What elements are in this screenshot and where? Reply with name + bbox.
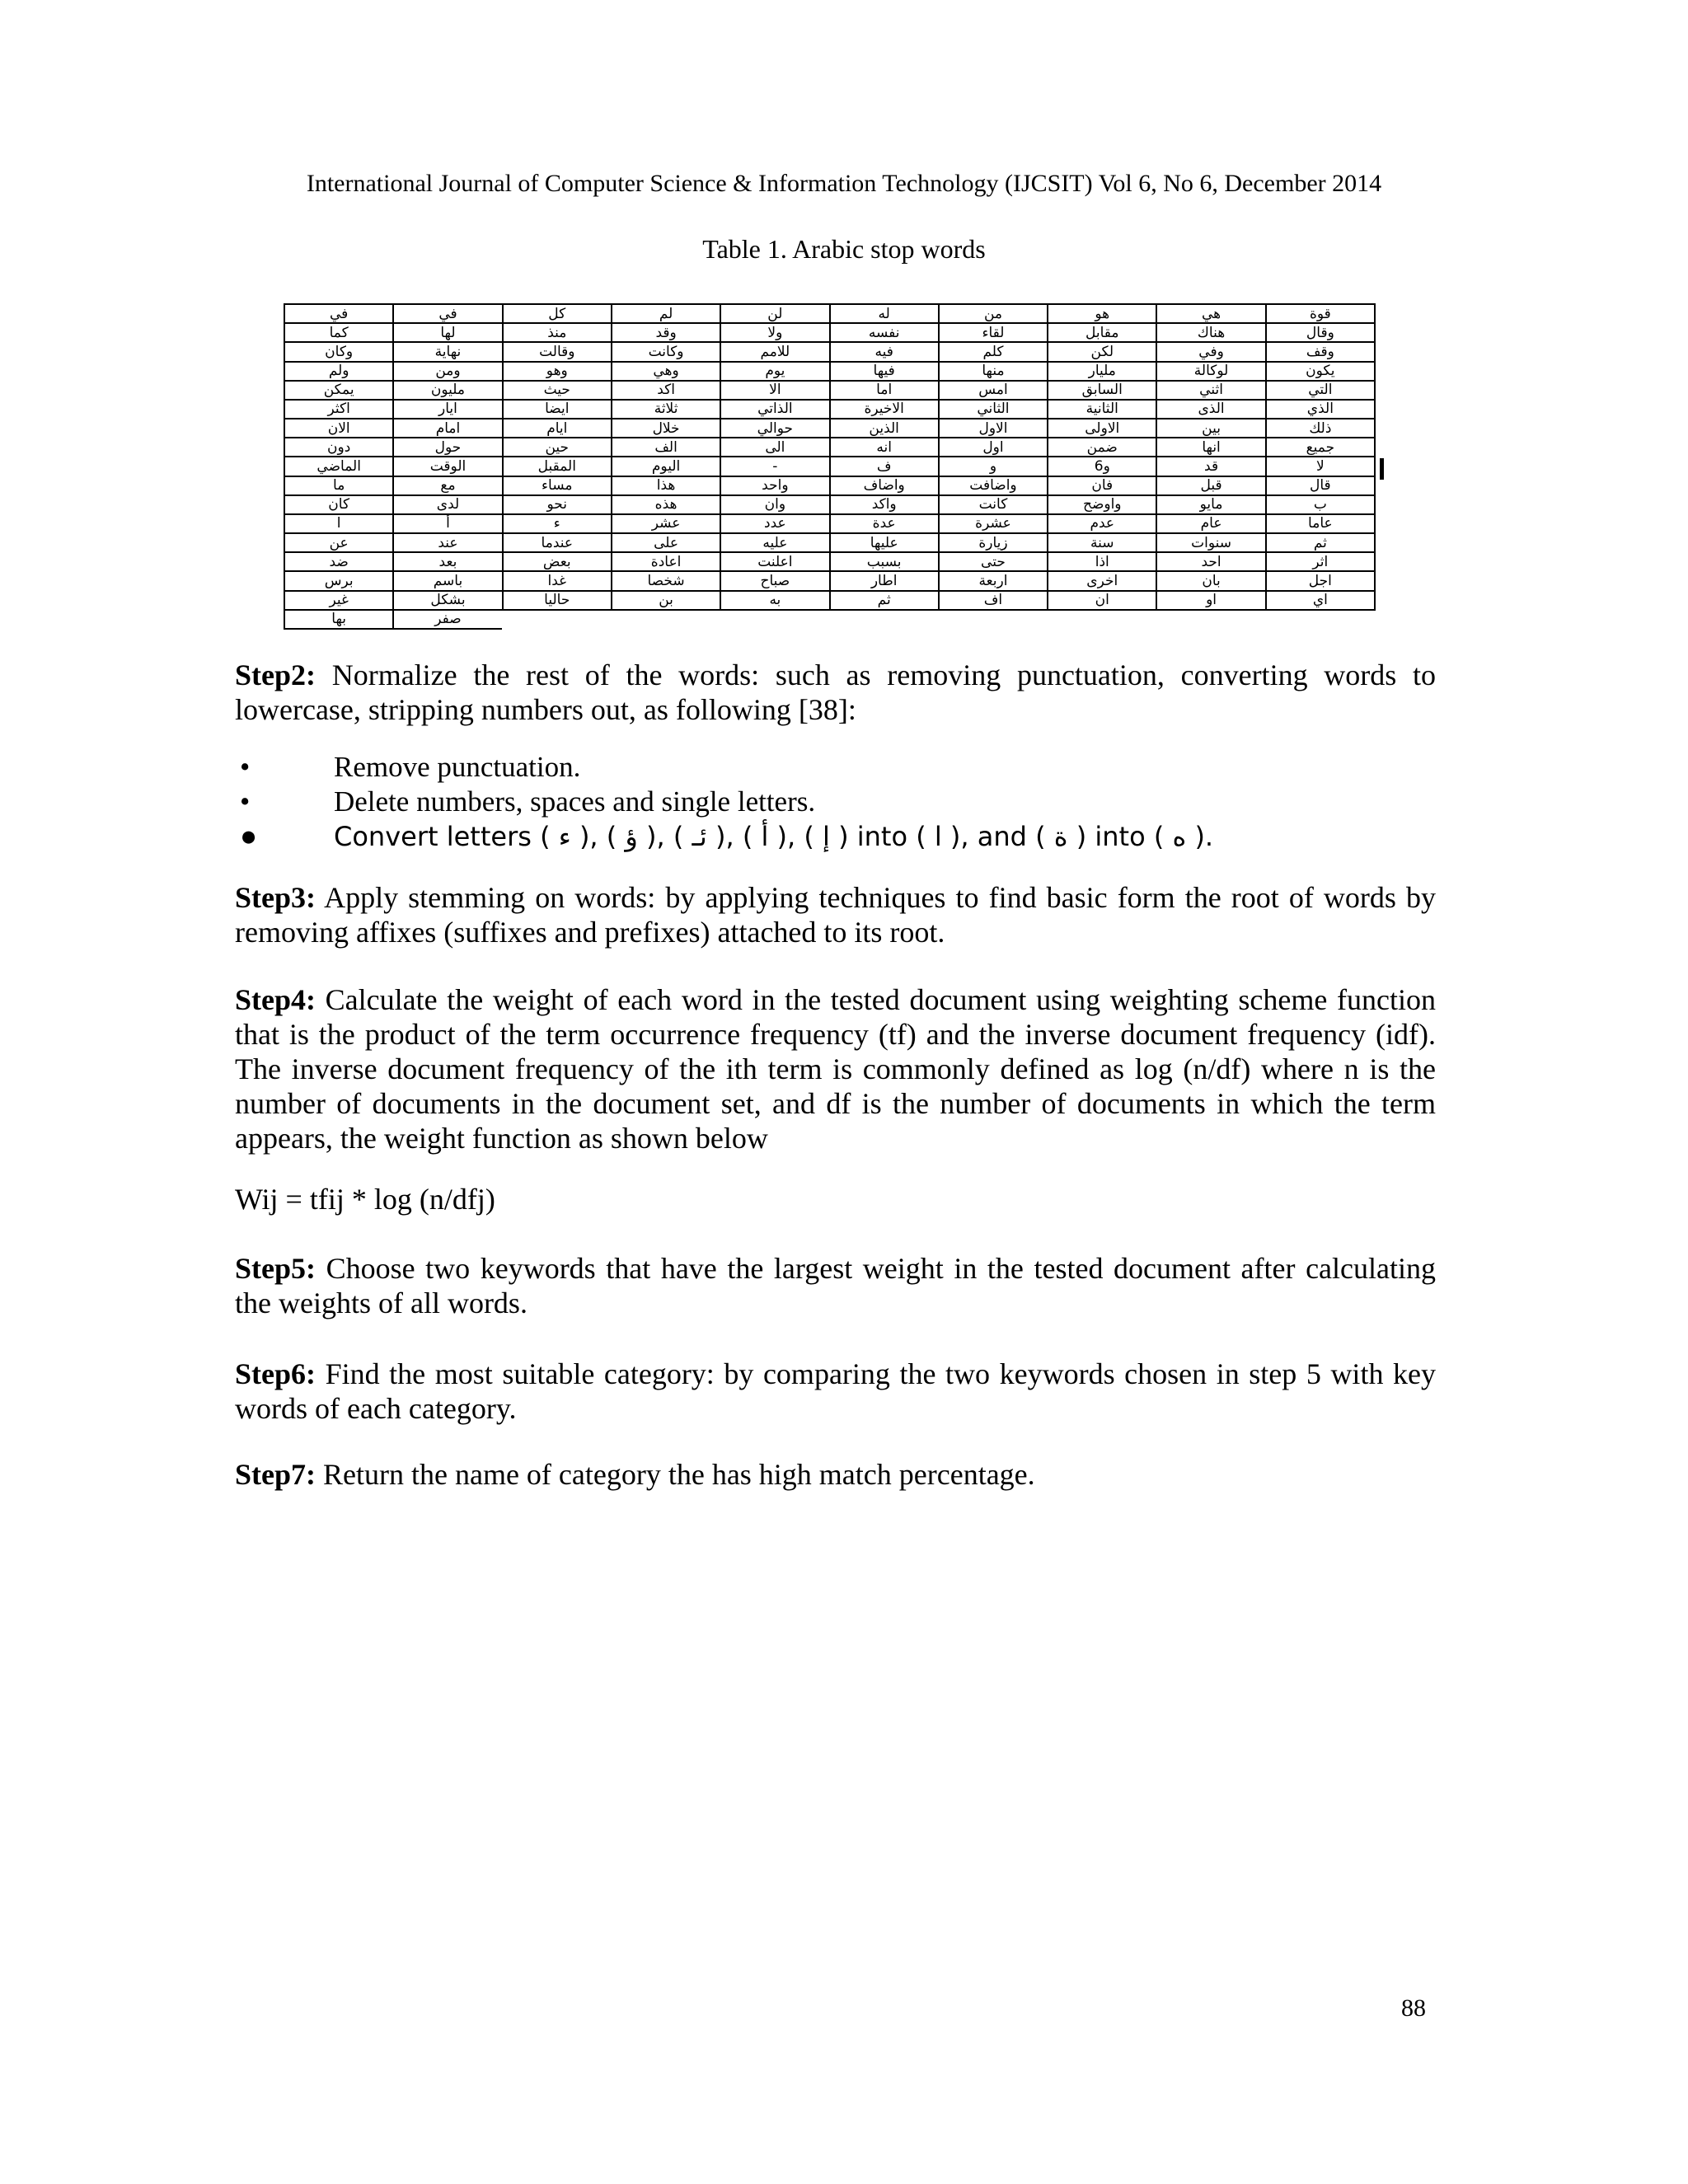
table-cell: الاول: [939, 419, 1048, 438]
table-cell: الى: [720, 438, 829, 457]
table-cell: لدى: [393, 495, 502, 514]
table-cell: اكثر: [284, 400, 393, 419]
table-cell: الوقت: [393, 457, 502, 476]
table-cell: انها: [1156, 438, 1265, 457]
table-cell: وقال: [1266, 323, 1375, 342]
step2-text: Normalize the rest of the words: such as removing punctuation, converting words to lowercase, stripping numbers out, as following [38]:: [235, 658, 1436, 726]
table-cell: اف: [939, 591, 1048, 610]
table-row: [284, 533, 1375, 552]
table-cell: ضد: [284, 552, 393, 571]
table-cell: كان: [284, 495, 393, 514]
table-cell: غدا: [503, 571, 612, 590]
table-cell: حيث: [503, 381, 612, 400]
table-cell: الثانية: [1048, 400, 1156, 419]
table-cell: كل: [503, 304, 612, 323]
table-cell: المقبل: [503, 457, 612, 476]
table-cell: عند: [393, 533, 502, 552]
table-cell: الماضي: [284, 457, 393, 476]
table-cell: وكانت: [612, 342, 720, 361]
table-cell: اول: [939, 438, 1048, 457]
weight-formula: Wij = tfij * log (n/dfj): [235, 1183, 495, 1216]
table-row: [284, 552, 1375, 571]
bullet-icon: •: [240, 785, 251, 818]
table-cell: مع: [393, 476, 502, 495]
step4-label: Step4:: [235, 983, 316, 1016]
table-cell: سنوات: [1156, 533, 1265, 552]
table-cell: عندما: [503, 533, 612, 552]
table-cell: سنة: [1048, 533, 1156, 552]
table-cell: واضاف: [830, 476, 939, 495]
table-cell: صباح: [720, 571, 829, 590]
table-cell: ثم: [1266, 533, 1375, 552]
table-cell: اثر: [1266, 552, 1375, 571]
table-cell: كلم: [939, 342, 1048, 361]
table-cell: عاما: [1266, 514, 1375, 533]
table-cell: ا: [284, 514, 393, 533]
table-cell: وان: [720, 495, 829, 514]
table-cell: ضمن: [1048, 438, 1156, 457]
table-cell: [1156, 610, 1265, 629]
table-cell: يمكن: [284, 381, 393, 400]
table-cell: قال: [1266, 476, 1375, 495]
table-cell: اخرى: [1048, 571, 1156, 590]
table-cell: الف: [612, 438, 720, 457]
table-cell: وكان: [284, 342, 393, 361]
table-cell: برس: [284, 571, 393, 590]
table-cell: ولم: [284, 362, 393, 381]
table-cell: عن: [284, 533, 393, 552]
table-cell: بسبب: [830, 552, 939, 571]
step6-text: Find the most suitable category: by comparing the two keywords chosen in step 5 with key words of each category.: [235, 1357, 1436, 1425]
table-cell: ايام: [503, 419, 612, 438]
table-cell: عليه: [720, 533, 829, 552]
step3-text: Apply stemming on words: by applying techniques to find basic form the root of words by removing affixes (suffixes and prefixes) attached to its root.: [235, 881, 1436, 949]
table-row: [284, 571, 1375, 590]
table-cell: ف: [830, 457, 939, 476]
table-cell: التي: [1266, 381, 1375, 400]
table-row: [284, 476, 1375, 495]
table-cell: عدد: [720, 514, 829, 533]
table-cell: فيه: [830, 342, 939, 361]
list-item: [235, 785, 1436, 819]
table-cell: اعلنت: [720, 552, 829, 571]
table-cell: مساء: [503, 476, 612, 495]
table-cell: اكد: [612, 381, 720, 400]
table-cell: بشكل: [393, 591, 502, 610]
table-cell: عام: [1156, 514, 1265, 533]
table-cell: هو: [1048, 304, 1156, 323]
table-cell: لها: [393, 323, 502, 342]
table-cell: نفسه: [830, 323, 939, 342]
table-cell: الثاني: [939, 400, 1048, 419]
table-cell: امس: [939, 381, 1048, 400]
step7-paragraph: [235, 1457, 1436, 1492]
bullet-text: Remove punctuation.: [334, 751, 581, 783]
table-cell: عدة: [830, 514, 939, 533]
table-cell: كانت: [939, 495, 1048, 514]
step5-text: Choose two keywords that have the largest weight in the tested document after calculating the weights of all words.: [235, 1252, 1436, 1319]
table-cell: له: [830, 304, 939, 323]
journal-header: International Journal of Computer Science & Information Technology (IJCSIT) Vol 6, No 6, December 2014: [306, 170, 1382, 197]
table-row: [284, 514, 1375, 533]
table-cell: احد: [1156, 552, 1265, 571]
table-row: [284, 610, 1375, 629]
table-cell: لا: [1266, 457, 1375, 476]
table-cell: مقابل: [1048, 323, 1156, 342]
table-cell: مليون: [393, 381, 502, 400]
table-cell: الاخيرة: [830, 400, 939, 419]
table-cell: وقف: [1266, 342, 1375, 361]
bullet-text: Convert letters ( ء ), ( ؤ ), ( ئـ ), ( أ ), ( إ ) into ( ا ), and ( ة ) into ( ه ).: [334, 821, 1214, 852]
table-cell: اليوم: [612, 457, 720, 476]
step4-paragraph: [235, 982, 1436, 1155]
table-cell: -: [720, 457, 829, 476]
table-cell: غير: [284, 591, 393, 610]
table-cell: حتى: [939, 552, 1048, 571]
table-cell: هذه: [612, 495, 720, 514]
table-cell: مايو: [1156, 495, 1265, 514]
table-cell: بعض: [503, 552, 612, 571]
step5-label: Step5:: [235, 1252, 316, 1285]
table-cell: لم: [612, 304, 720, 323]
table-cell: لوكالة: [1156, 362, 1265, 381]
table-cell: اجل: [1266, 571, 1375, 590]
table-cell: بين: [1156, 419, 1265, 438]
table-cell: اي: [1266, 591, 1375, 610]
table-cell: لكن: [1048, 342, 1156, 361]
table-cell: بها: [284, 610, 393, 629]
table-cell: ايار: [393, 400, 502, 419]
table-row: [284, 381, 1375, 400]
table-cell: على: [612, 533, 720, 552]
table-cell: جميع: [1266, 438, 1375, 457]
table-cell: اثني: [1156, 381, 1265, 400]
table-cell: الذي: [1266, 400, 1375, 419]
table-cell: قوة: [1266, 304, 1375, 323]
table-cell: واكد: [830, 495, 939, 514]
table-cell: أ: [393, 514, 502, 533]
table-caption: Table 1. Arabic stop words: [702, 234, 986, 264]
page-number: 88: [1401, 1994, 1426, 2022]
table-cell: وقد: [612, 323, 720, 342]
table-cell: دون: [284, 438, 393, 457]
step6-paragraph: [235, 1357, 1436, 1426]
table-cell: للامم: [720, 342, 829, 361]
table-cell: عليها: [830, 533, 939, 552]
table-cell: ء: [503, 514, 612, 533]
table-cell: و6: [1048, 457, 1156, 476]
table-cell: ومن: [393, 362, 502, 381]
step7-text: Return the name of category the has high match percentage.: [316, 1458, 1035, 1491]
table-row: [284, 323, 1375, 342]
table-cell: الذى: [1156, 400, 1265, 419]
table-cell: الذاتي: [720, 400, 829, 419]
table-cell: بعد: [393, 552, 502, 571]
step3-label: Step3:: [235, 881, 316, 914]
table-cell: وفي: [1156, 342, 1265, 361]
table-cell: كما: [284, 323, 393, 342]
table-cell: حول: [393, 438, 502, 457]
table-cell: ب: [1266, 495, 1375, 514]
step2-label: Step2:: [235, 658, 316, 691]
table-cell: خلال: [612, 419, 720, 438]
table-cell: [1048, 610, 1156, 629]
table-cell: منذ: [503, 323, 612, 342]
table-row: [284, 591, 1375, 610]
bullet-text: Delete numbers, spaces and single letters.: [334, 785, 816, 818]
table-cell: بن: [612, 591, 720, 610]
table-cell: وقالت: [503, 342, 612, 361]
table-cell: السابق: [1048, 381, 1156, 400]
table-cell: باسم: [393, 571, 502, 590]
table-row: [284, 400, 1375, 419]
bullet-icon: •: [240, 751, 251, 783]
table-cell: هناك: [1156, 323, 1265, 342]
list-item: [235, 819, 1436, 854]
table-cell: شخصا: [612, 571, 720, 590]
table-row: [284, 419, 1375, 438]
table-cell: انه: [830, 438, 939, 457]
table-cell: ما: [284, 476, 393, 495]
step6-label: Step6:: [235, 1357, 316, 1390]
table-cell: عشر: [612, 514, 720, 533]
table-cell: حوالي: [720, 419, 829, 438]
table-cell: من: [939, 304, 1048, 323]
table-cell: اذا: [1048, 552, 1156, 571]
table-cell: هي: [1156, 304, 1265, 323]
table-cell: [1266, 610, 1375, 629]
table-cell: يكون: [1266, 362, 1375, 381]
table-cell: واحد: [720, 476, 829, 495]
table-row: [284, 438, 1375, 457]
table-cell: في: [393, 304, 502, 323]
normalization-bullet-list: [235, 750, 1436, 854]
table-cell: نهاية: [393, 342, 502, 361]
table-cell: واضافت: [939, 476, 1048, 495]
table-row: [284, 342, 1375, 361]
table-cell: ذلك: [1266, 419, 1375, 438]
table-cell: و: [939, 457, 1048, 476]
step2-paragraph: [235, 658, 1436, 727]
step4-text: Calculate the weight of each word in the tested document using weighting scheme function that is the product of the term occurrence frequency (tf) and the inverse document frequency (idf). The inverse document frequency of the ith term is commonly defined as log (n/df) where n is the number of documents in the document set, and df is the number of documents in which the term appears, the weight function as shown below: [235, 983, 1436, 1155]
table-row: [284, 304, 1375, 323]
table-cell: [612, 610, 720, 629]
table-cell: به: [720, 591, 829, 610]
table-margin-mark: [1380, 458, 1384, 480]
table-cell: [939, 610, 1048, 629]
table-cell: قبل: [1156, 476, 1265, 495]
step5-paragraph: [235, 1251, 1436, 1320]
table-cell: الا: [720, 381, 829, 400]
table-cell: نحو: [503, 495, 612, 514]
table-row: [284, 495, 1375, 514]
table-cell: [720, 610, 829, 629]
table-cell: ثلاثة: [612, 400, 720, 419]
table-cell: هذا: [612, 476, 720, 495]
table-cell: [830, 610, 939, 629]
table-cell: واوضح: [1048, 495, 1156, 514]
table-row: [284, 457, 1375, 476]
table-cell: فيها: [830, 362, 939, 381]
table-cell: اربعة: [939, 571, 1048, 590]
table-cell: يوم: [720, 362, 829, 381]
table-cell: عدم: [1048, 514, 1156, 533]
table-cell: [503, 610, 612, 629]
table-cell: وهي: [612, 362, 720, 381]
table-cell: اعادة: [612, 552, 720, 571]
table-cell: منها: [939, 362, 1048, 381]
table-cell: امام: [393, 419, 502, 438]
list-item: [235, 750, 1436, 785]
table-cell: وهو: [503, 362, 612, 381]
table-cell: صفر: [393, 610, 502, 629]
table-cell: ولا: [720, 323, 829, 342]
table-cell: لقاء: [939, 323, 1048, 342]
step3-paragraph: [235, 880, 1436, 949]
table-cell: اما: [830, 381, 939, 400]
table-cell: لن: [720, 304, 829, 323]
table-cell: او: [1156, 591, 1265, 610]
table-cell: حين: [503, 438, 612, 457]
table-cell: زيارة: [939, 533, 1048, 552]
table-cell: قد: [1156, 457, 1265, 476]
table-cell: اطار: [830, 571, 939, 590]
bullet-icon: ●: [240, 820, 258, 852]
table-cell: في: [284, 304, 393, 323]
table-cell: ثم: [830, 591, 939, 610]
table-cell: بان: [1156, 571, 1265, 590]
arabic-stop-words-table: [284, 303, 1376, 630]
table-cell: فان: [1048, 476, 1156, 495]
table-cell: ان: [1048, 591, 1156, 610]
step7-label: Step7:: [235, 1458, 316, 1491]
table-cell: الان: [284, 419, 393, 438]
table-cell: مليار: [1048, 362, 1156, 381]
table-cell: الاولى: [1048, 419, 1156, 438]
table-cell: الذين: [830, 419, 939, 438]
table-cell: حاليا: [503, 591, 612, 610]
table-row: [284, 362, 1375, 381]
table-cell: عشرة: [939, 514, 1048, 533]
table-cell: ايضا: [503, 400, 612, 419]
